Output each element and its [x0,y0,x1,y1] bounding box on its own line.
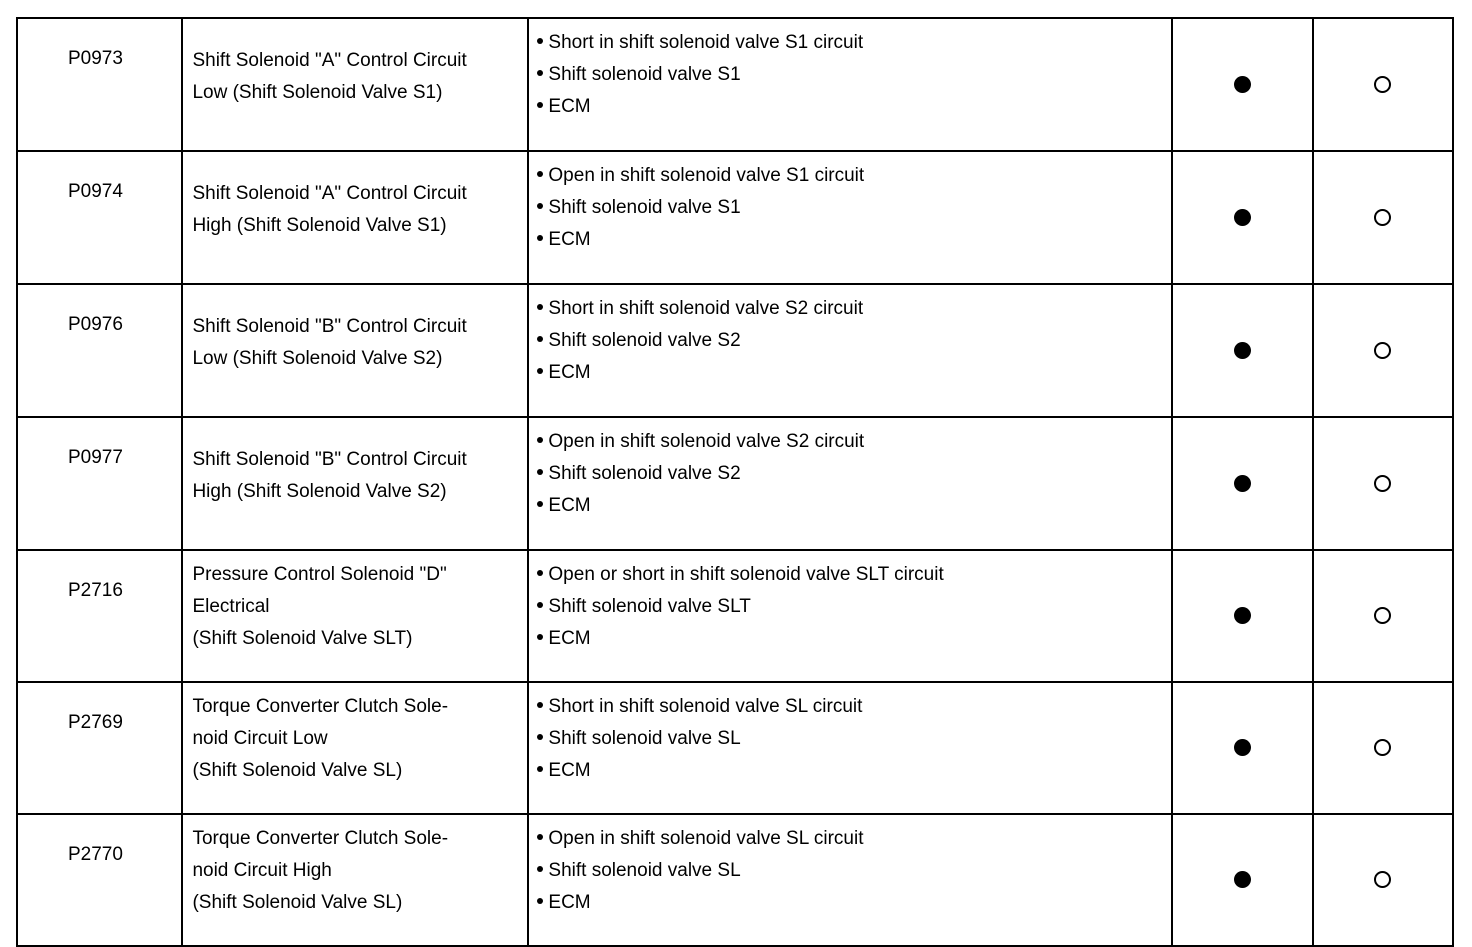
mil-cell [1172,151,1312,284]
trouble-area-item [537,91,1171,123]
detection-item [182,18,528,151]
detection-item [182,151,528,284]
detection-item-line: noid Circuit High [192,860,332,881]
trouble-area-item [537,855,1171,887]
trouble-area-text: ECM [548,760,591,781]
trouble-area-text: Short in shift solenoid valve S1 circuit [548,32,864,53]
trouble-area [528,550,1172,682]
bullet-icon [537,437,543,443]
mil-cell [1172,284,1312,417]
table-row [17,550,1453,682]
bullet-icon [537,866,543,872]
trouble-area-text: ECM [548,495,591,516]
filled-circle-icon [1234,871,1251,888]
dtc-code: P0974 [17,151,182,284]
trouble-area-item [537,160,1171,192]
memory-cell [1313,550,1453,682]
mil-cell [1172,682,1312,814]
table-row [17,284,1453,417]
open-circle-icon [1374,209,1391,226]
filled-circle-icon [1234,209,1251,226]
mil-cell [1172,550,1312,682]
bullet-icon [537,834,543,840]
trouble-area-text: Short in shift solenoid valve S2 circuit [548,298,864,319]
trouble-area-text: Open or short in shift solenoid valve SLT circuit [548,564,944,585]
bullet-icon [537,602,543,608]
dtc-code: P2716 [17,550,182,682]
filled-circle-icon [1234,607,1251,624]
trouble-area-text: ECM [548,362,591,383]
trouble-area-item [537,723,1171,755]
bullet-icon [537,336,543,342]
dtc-code: P0977 [17,417,182,550]
dtc-code: P2769 [17,682,182,814]
memory-cell [1313,682,1453,814]
trouble-area-text: Open in shift solenoid valve S1 circuit [548,165,865,186]
bullet-icon [537,766,543,772]
bullet-icon [537,171,543,177]
detection-item-line: High (Shift Solenoid Valve S1) [192,215,447,236]
bullet-icon [537,734,543,740]
open-circle-icon [1374,342,1391,359]
bullet-icon [537,469,543,475]
detection-item-line: Low (Shift Solenoid Valve S2) [192,348,443,369]
bullet-icon [537,304,543,310]
detection-item [182,284,528,417]
open-circle-icon [1374,475,1391,492]
trouble-area-item [537,293,1171,325]
bullet-icon [537,70,543,76]
detection-item-line: High (Shift Solenoid Valve S2) [192,481,447,502]
detection-item [182,417,528,550]
open-circle-icon [1374,739,1391,756]
detection-item [182,814,528,946]
dtc-code: P0973 [17,18,182,151]
dtc-table-body [17,18,1453,946]
mil-cell [1172,417,1312,550]
detection-item-line: Pressure Control Solenoid "D" [192,564,447,585]
detection-item-line: Shift Solenoid "A" Control Circuit [192,183,467,204]
filled-circle-icon [1234,739,1251,756]
memory-cell [1313,284,1453,417]
memory-cell [1313,814,1453,946]
trouble-area [528,151,1172,284]
detection-item-line: (Shift Solenoid Valve SLT) [192,628,413,649]
trouble-area-item [537,691,1171,723]
open-circle-icon [1374,871,1391,888]
filled-circle-icon [1234,475,1251,492]
detection-item-line: noid Circuit Low [192,728,328,749]
trouble-area [528,682,1172,814]
dtc-table [16,17,1454,947]
detection-item [182,682,528,814]
trouble-area-text: Shift solenoid valve SL [548,860,741,881]
trouble-area-item [537,325,1171,357]
detection-item-line: Shift Solenoid "B" Control Circuit [192,316,467,337]
open-circle-icon [1374,607,1391,624]
trouble-area-item [537,27,1171,59]
bullet-icon [537,203,543,209]
trouble-area-item [537,755,1171,787]
trouble-area-text: ECM [548,229,591,250]
detection-item-line: (Shift Solenoid Valve SL) [192,892,403,913]
trouble-area-text: ECM [548,628,591,649]
trouble-area-text: Shift solenoid valve S2 [548,463,741,484]
table-row [17,417,1453,550]
dtc-code: P2770 [17,814,182,946]
trouble-area-text: Shift solenoid valve SLT [548,596,751,617]
trouble-area-text: Shift solenoid valve S2 [548,330,741,351]
trouble-area-item [537,458,1171,490]
trouble-area-item [537,559,1171,591]
trouble-area-text: Short in shift solenoid valve SL circuit [548,696,863,717]
dtc-code: P0976 [17,284,182,417]
trouble-area-item [537,887,1171,919]
trouble-area-item [537,623,1171,655]
bullet-icon [537,898,543,904]
memory-cell [1313,417,1453,550]
trouble-area-item [537,357,1171,389]
mil-cell [1172,814,1312,946]
memory-cell [1313,151,1453,284]
detection-item-line: Torque Converter Clutch Sole- [192,696,449,717]
trouble-area-item [537,823,1171,855]
detection-item-line: Shift Solenoid "A" Control Circuit [192,50,467,71]
mil-cell [1172,18,1312,151]
filled-circle-icon [1234,342,1251,359]
detection-item-line: (Shift Solenoid Valve SL) [192,760,403,781]
trouble-area-item [537,192,1171,224]
bullet-icon [537,38,543,44]
bullet-icon [537,368,543,374]
bullet-icon [537,501,543,507]
detection-item-line: Electrical [192,596,270,617]
trouble-area [528,417,1172,550]
trouble-area-text: Shift solenoid valve S1 [548,64,741,85]
trouble-area-text: Shift solenoid valve S1 [548,197,741,218]
filled-circle-icon [1234,76,1251,93]
table-row [17,18,1453,151]
trouble-area [528,18,1172,151]
open-circle-icon [1374,76,1391,93]
bullet-icon [537,235,543,241]
bullet-icon [537,570,543,576]
trouble-area-text: Shift solenoid valve SL [548,728,741,749]
trouble-area-text: Open in shift solenoid valve S2 circuit [548,431,865,452]
detection-item-line: Torque Converter Clutch Sole- [192,828,449,849]
bullet-icon [537,102,543,108]
detection-item [182,550,528,682]
trouble-area [528,284,1172,417]
trouble-area-item [537,224,1171,256]
trouble-area [528,814,1172,946]
detection-item-line: Low (Shift Solenoid Valve S1) [192,82,443,103]
trouble-area-text: Open in shift solenoid valve SL circuit [548,828,864,849]
trouble-area-item [537,490,1171,522]
table-row [17,682,1453,814]
trouble-area-text: ECM [548,96,591,117]
bullet-icon [537,702,543,708]
table-row [17,814,1453,946]
trouble-area-item [537,426,1171,458]
trouble-area-item [537,591,1171,623]
trouble-area-text: ECM [548,892,591,913]
memory-cell [1313,18,1453,151]
table-row [17,151,1453,284]
trouble-area-item [537,59,1171,91]
detection-item-line: Shift Solenoid "B" Control Circuit [192,449,467,470]
bullet-icon [537,634,543,640]
